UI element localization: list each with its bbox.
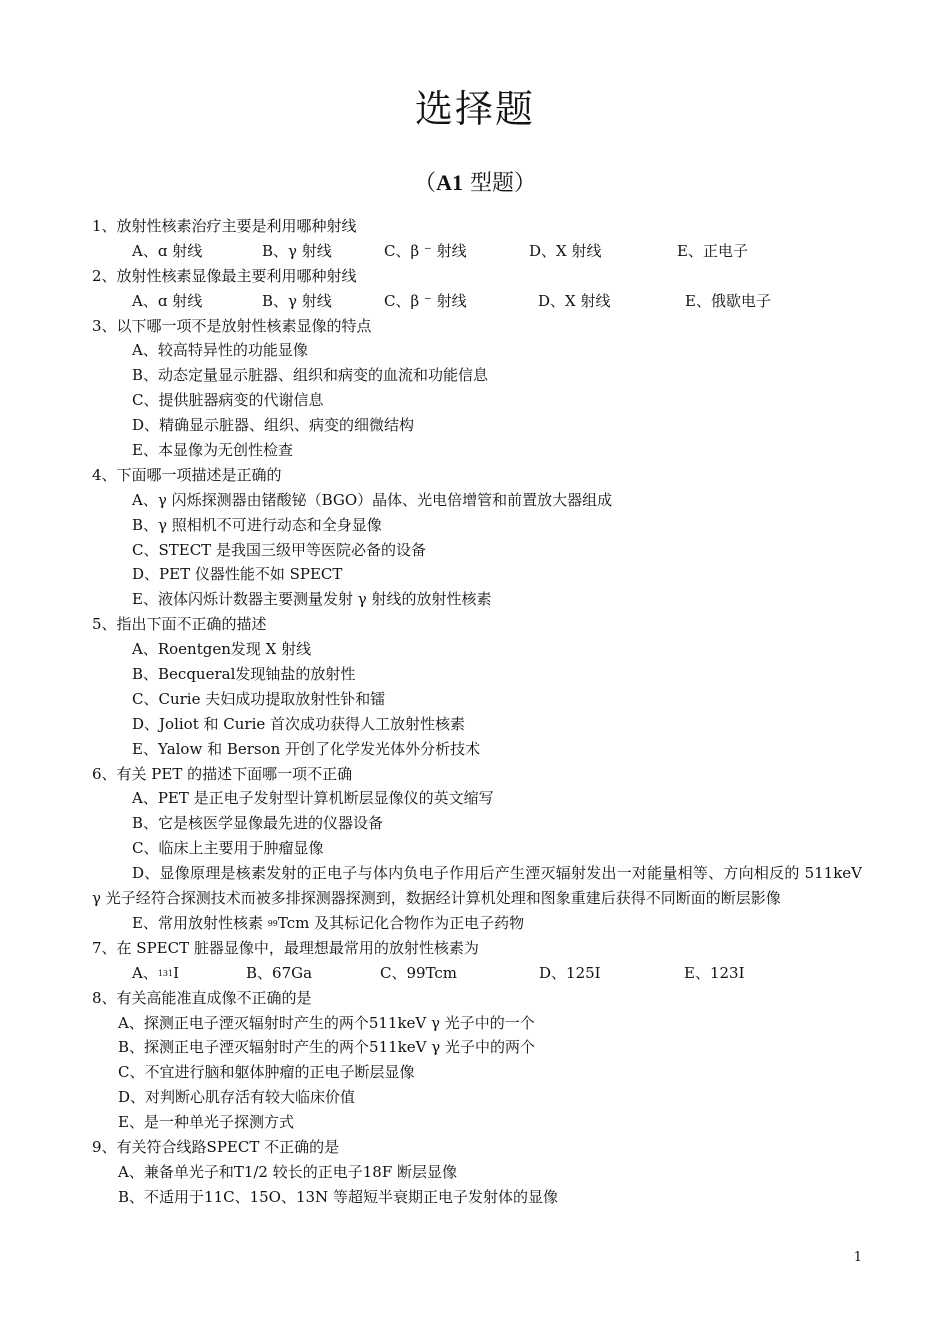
q7-option-a-post: I [173, 963, 180, 982]
q2-option-a: A、ɑ 射线 [132, 291, 203, 310]
q7-option-c: C、99Tcm [380, 963, 458, 982]
page-number: 1 [853, 1250, 862, 1265]
q1-option-d: D、X 射线 [529, 241, 602, 260]
q9-option-a: A、兼备单光子和T1/2 较长的正电子18F 断层显像 [118, 1162, 458, 1181]
q7-option-b: B、67Ga [246, 963, 313, 982]
q7-option-a-superscript: 131 [157, 968, 174, 978]
q3-option-e: E、本显像为无创性检查 [132, 441, 293, 460]
question-7-options [92, 961, 862, 986]
q2-option-e: E、俄歇电子 [685, 291, 771, 310]
subtitle-open: （ [414, 171, 437, 196]
question-5: 5、指出下面不正确的描述 [92, 615, 267, 634]
q6-option-d: D、显像原理是核素发射的正电子与体内负电子作用后产生湮灭辐射发出一对能量相等、方向相反的 511keV γ 光子经符合探测技术而被多排探测器探测到，数据经计算机处理和图象重建后获得不同断面的断层影像 [92, 864, 862, 908]
subtitle-rest: 型题） [462, 171, 536, 196]
q2-option-c: C、β ⁻ 射线 [384, 291, 467, 310]
q8-option-a: A、探测正电子湮灭辐射时产生的两个511keV γ 光子中的一个 [118, 1013, 535, 1032]
q6-option-a: A、PET 是正电子发射型计算机断层显像仪的英文缩写 [132, 789, 494, 808]
q4-option-d: D、PET 仪器性能不如 SPECT [132, 565, 343, 584]
q7-option-d: D、125I [539, 963, 601, 982]
q6-option-e [92, 911, 862, 936]
q4-option-e: E、液体闪烁计数器主要测量发射 γ 射线的放射性核素 [132, 590, 492, 609]
question-list [92, 214, 862, 1210]
q2-option-b: B、γ 射线 [262, 291, 332, 310]
q4-option-c: C、STECT 是我国三级甲等医院必备的设备 [132, 540, 426, 559]
q1-option-e: E、正电子 [677, 241, 748, 260]
question-7: 7、在 SPECT 脏器显像中，最理想最常用的放射性核素为 [92, 938, 479, 957]
question-4: 4、下面哪一项描述是正确的 [92, 465, 282, 484]
q6-option-c: C、临床上主要用于肿瘤显像 [132, 839, 324, 858]
q7-option-a-pre: A、 [132, 963, 158, 982]
q4-option-a: A、γ 闪烁探测器由锗酸铋（BGO）晶体、光电倍增管和前置放大器组成 [132, 490, 613, 509]
q6-option-e-superscript: 99 [267, 918, 278, 928]
q8-option-c: C、不宜进行脑和躯体肿瘤的正电子断层显像 [118, 1063, 415, 1082]
q3-option-b: B、动态定量显示脏器、组织和病变的血流和功能信息 [132, 366, 489, 385]
question-2-options [92, 289, 862, 314]
question-9: 9、有关符合线路SPECT 不正确的是 [92, 1137, 340, 1156]
q7-option-a [132, 961, 179, 987]
q8-option-e: E、是一种单光子探测方式 [118, 1113, 294, 1132]
q6-option-b: B、它是核医学显像最先进的仪器设备 [132, 814, 384, 833]
q8-option-d: D、对判断心肌存活有较大临床价值 [118, 1088, 356, 1107]
q9-option-b: B、不适用于11C、15O、13N 等超短半衰期正电子发射体的显像 [118, 1187, 558, 1206]
q5-option-d: D、Joliot 和 Curie 首次成功获得人工放射性核素 [132, 714, 466, 733]
q6-option-e-pre: E、常用放射性核素 [132, 913, 268, 932]
q1-option-c: C、β ⁻ 射线 [384, 241, 467, 260]
q1-option-a: A、ɑ 射线 [132, 241, 203, 260]
q5-option-a: A、Roentgen发现 X 射线 [132, 640, 312, 659]
q5-option-c: C、Curie 夫妇成功提取放射性钋和镭 [132, 689, 386, 708]
q7-option-e: E、123I [684, 963, 745, 982]
question-1: 1、放射性核素治疗主要是利用哪种射线 [92, 217, 357, 235]
question-1-options [92, 239, 862, 264]
subtitle-bold: A1 [436, 170, 463, 195]
question-2: 2、放射性核素显像最主要利用哪种射线 [92, 266, 357, 285]
q2-option-d: D、X 射线 [538, 291, 611, 310]
q5-option-e: E、Yalow 和 Berson 开创了化学发光体外分析技术 [132, 739, 481, 758]
page-title: 选择题 [414, 87, 535, 131]
q6-option-e-post: Tcm 及其标记化合物作为正电子药物 [277, 913, 525, 932]
q3-option-a: A、较高特异性的功能显像 [132, 341, 308, 360]
q4-option-b: B、γ 照相机不可进行动态和全身显像 [132, 515, 382, 534]
q1-option-b: B、γ 射线 [262, 241, 332, 260]
section-subtitle [0, 166, 950, 201]
q3-option-c: C、提供脏器病变的代谢信息 [132, 391, 324, 410]
q5-option-b: B、Becqueral发现铀盐的放射性 [132, 665, 356, 684]
question-3: 3、以下哪一项不是放射性核素显像的特点 [92, 316, 372, 335]
q8-option-b: B、探测正电子湮灭辐射时产生的两个511keV γ 光子中的两个 [118, 1038, 535, 1057]
q3-option-d: D、精确显示脏器、组织、病变的细微结构 [132, 416, 415, 435]
question-6: 6、有关 PET 的描述下面哪一项不正确 [92, 764, 353, 783]
question-8: 8、有关高能准直成像不正确的是 [92, 988, 312, 1007]
